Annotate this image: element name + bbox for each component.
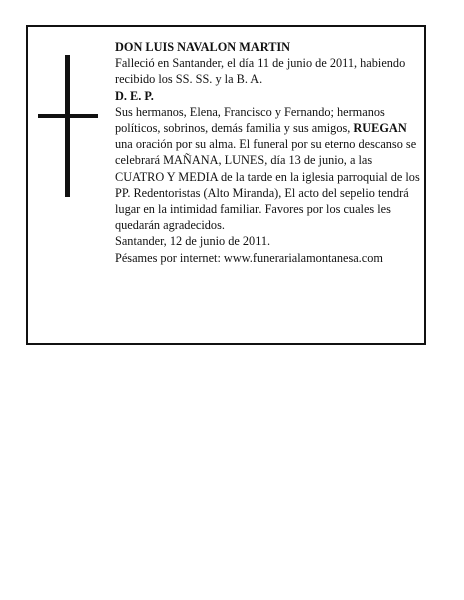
- deceased-name: DON LUIS NAVALON MARTIN: [115, 40, 291, 54]
- funeral-details: una oración por su alma. El funeral por su eterno descanso se celebrará MAÑANA, LUNES, día 13 de junio, a las CUATRO Y MEDIA de la tarde en la iglesia parroquial de los PP. Redentoristas (Alto Miranda), El acto del sepelio tendrá lugar en la intimidad familiar. Favores por los cuales les quedarán agradecidos.: [115, 137, 420, 233]
- dep-line: D. E. P.: [115, 88, 154, 103]
- latin-cross-icon: [38, 55, 98, 197]
- cross-horizontal-bar: [38, 114, 98, 118]
- notice-text: [115, 39, 423, 266]
- death-line: Falleció en Santander, el día 11 de junio de 2011, habiendo recibido los SS. SS. y la B. A.: [115, 56, 406, 87]
- cross-vertical-bar: [65, 55, 70, 197]
- condolences-line: Pésames por internet: www.funerarialamontanesa.com: [115, 250, 383, 265]
- family-intro: Sus hermanos, Elena, Francisco y Fernando; hermanos políticos, sobrinos, demás familia y sus amigos,: [115, 104, 385, 136]
- ruegan-word: RUEGAN: [353, 121, 407, 136]
- date-place-line: Santander, 12 de junio de 2011.: [115, 234, 271, 249]
- obituary-notice: [26, 25, 426, 345]
- family-paragraph: [115, 104, 423, 234]
